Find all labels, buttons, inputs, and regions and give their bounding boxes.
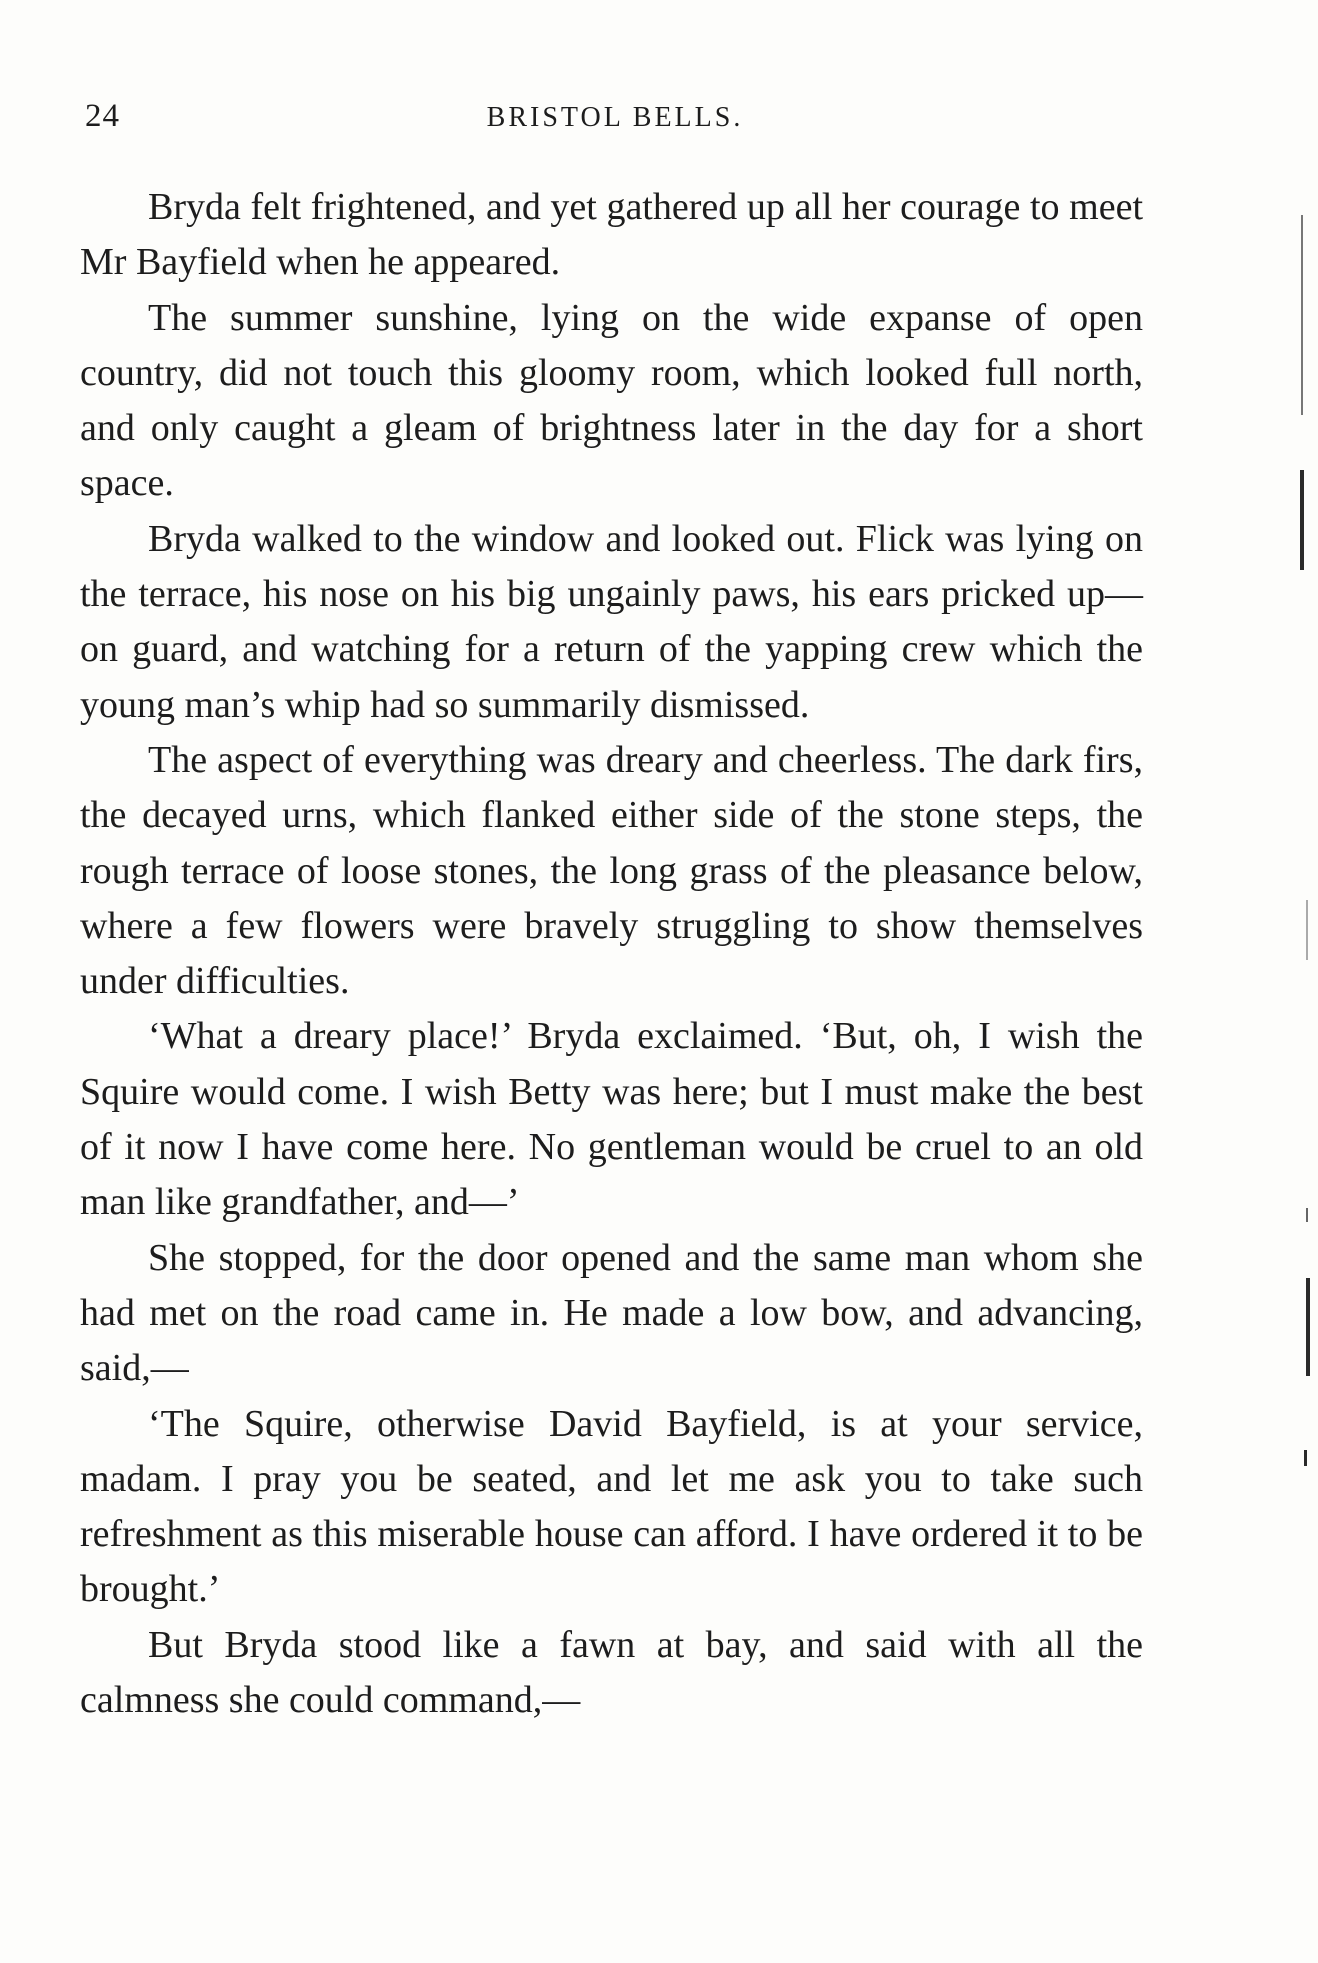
scan-edge-mark — [1306, 1278, 1310, 1376]
page-number: 24 — [85, 98, 120, 134]
paragraph: Bryda walked to the window and looked out. Flick was lying on the terrace, his nose on his big ungainly paws, his ears pricked up—on guard, and watching for a return of the yapping crew which the young man’s whip had so summarily dismissed. — [80, 517, 1143, 726]
scan-edge-mark — [1306, 900, 1308, 960]
running-title: BRISTOL BELLS. — [486, 102, 744, 133]
paragraph: But Bryda stood like a fawn at bay, and said with all the calmness she could command,— — [80, 1623, 1143, 1722]
scan-edge-mark — [1300, 470, 1304, 570]
scan-edge-mark — [1301, 215, 1303, 415]
paragraph: ‘What a dreary place!’ Bryda exclaimed. ‘But, oh, I wish the Squire would come. I wish Betty was here; but I must make the best of it now I have come here. No gentleman would be cruel to an old man like grandfather, and—’ — [80, 1015, 1143, 1224]
scan-edge-mark — [1304, 1450, 1307, 1466]
paragraph: The aspect of everything was dreary and cheerless. The dark firs, the decayed urns, which flanked either side of the stone steps, the rough terrace of loose stones, the long grass of the pleasance below, where a few flowers were bravely struggling to show themselves under difficulties. — [80, 738, 1143, 1003]
paragraph: Bryda felt frightened, and yet gathered up all her courage to meet Mr Bayfield when he appeared. — [80, 186, 1143, 284]
paragraph: ‘The Squire, otherwise David Bayfield, is at your service, madam. I pray you be seated, and let me ask you to take such refreshment as this miserable house can afford. I have ordered it to be brought.’ — [80, 1402, 1143, 1611]
paragraph: She stopped, for the door opened and the same man whom she had met on the road came in. He made a low bow, and advancing, said,— — [80, 1236, 1143, 1390]
page-header — [85, 98, 1145, 148]
paragraph: The summer sunshine, lying on the wide expanse of open country, did not touch this gloomy room, which looked full north, and only caught a gleam of brightness later in the day for a short space. — [80, 296, 1143, 505]
body-text — [80, 180, 1143, 1728]
scan-edge-mark — [1306, 1208, 1308, 1222]
